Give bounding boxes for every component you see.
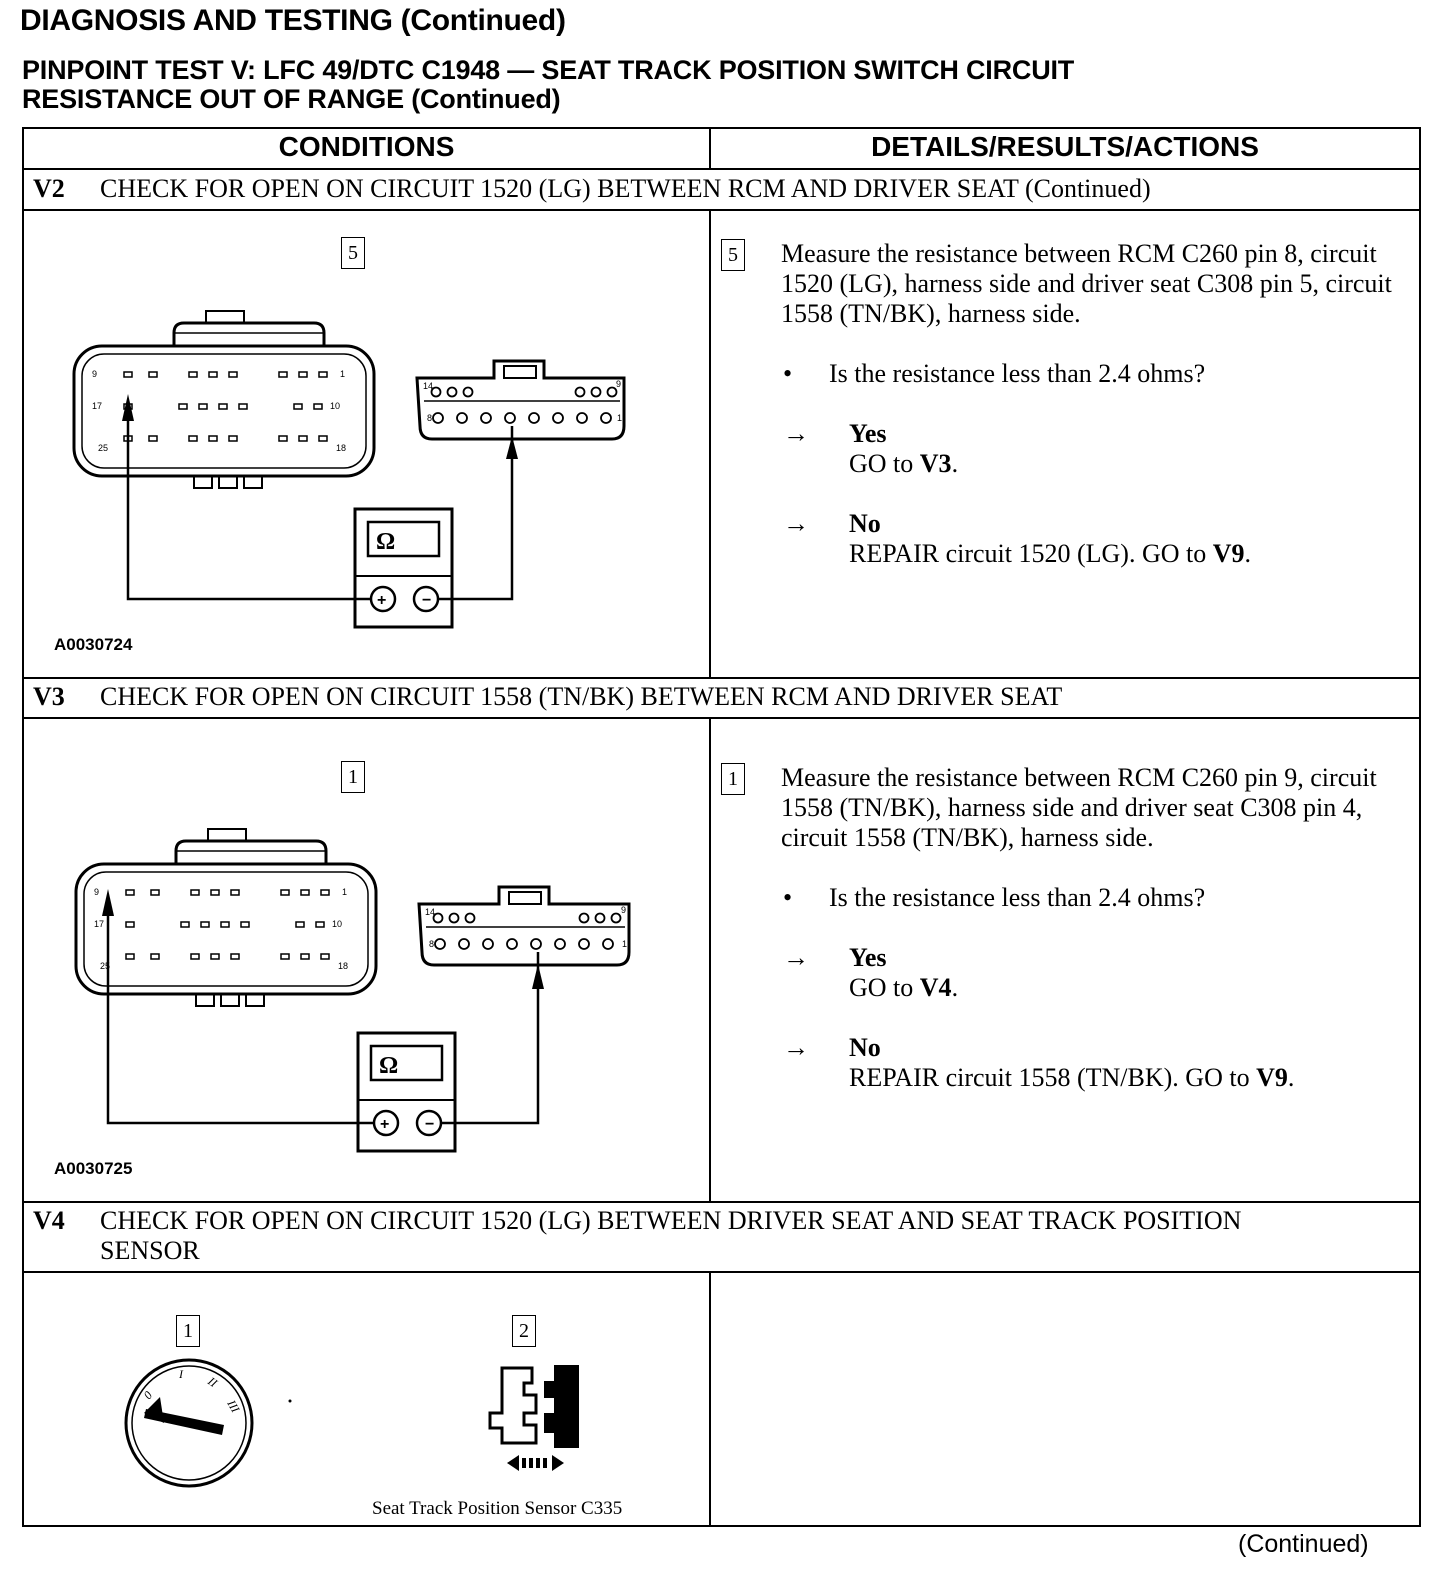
svg-text:9: 9 xyxy=(94,887,100,897)
goto-link[interactable]: V3 xyxy=(919,449,952,478)
arrow-icon: → xyxy=(783,943,809,972)
step-box: 2 xyxy=(512,1315,536,1347)
goto-link[interactable]: V9 xyxy=(1256,1063,1288,1092)
goto-link[interactable]: V9 xyxy=(1212,539,1245,568)
ohmmeter xyxy=(355,509,452,627)
svg-text:0: 0 xyxy=(140,1388,156,1402)
figure-id: A0030724 xyxy=(54,635,133,654)
figure-id: A0030725 xyxy=(54,1159,133,1178)
ohm-symbol: Ω xyxy=(379,1053,399,1079)
svg-text:9: 9 xyxy=(616,379,622,389)
svg-text:9: 9 xyxy=(92,369,98,379)
rcm-connector-outline xyxy=(74,346,374,476)
step-box: 1 xyxy=(176,1315,200,1347)
bullet-icon: • xyxy=(783,359,793,388)
pinpoint-test-title-line1: PINPOINT TEST V: LFC 49/DTC C1948 — SEAT TRACK POSITION SWITCH CIRCUIT xyxy=(22,55,1075,85)
v4-illustrations xyxy=(24,1273,709,1525)
step-v4-figure xyxy=(24,1273,709,1525)
arrow-icon: → xyxy=(783,419,809,448)
step-box: 1 xyxy=(341,761,365,793)
pinpoint-test-title xyxy=(22,56,1074,114)
step-title: CHECK FOR OPEN ON CIRCUIT 1520 (LG) BETWEEN DRIVER SEAT AND SEAT TRACK POSITION SENSOR xyxy=(100,1206,1242,1265)
step-title: CHECK FOR OPEN ON CIRCUIT 1520 (LG) BETWEEN RCM AND DRIVER SEAT (Continued) xyxy=(100,174,1151,203)
svg-text:−: − xyxy=(425,1116,435,1133)
svg-text:1: 1 xyxy=(342,887,348,897)
arrow-icon: → xyxy=(783,509,809,538)
question-text: Is the resistance less than 2.4 ohms? xyxy=(829,359,1206,388)
svg-text:17: 17 xyxy=(92,401,103,411)
step-id: V4 xyxy=(33,1206,65,1235)
page-title: DIAGNOSIS AND TESTING (Continued) xyxy=(20,4,566,37)
sensor-caption: Seat Track Position Sensor C335 xyxy=(372,1498,623,1519)
ohm-symbol: Ω xyxy=(376,529,396,555)
step-box: 1 xyxy=(721,763,745,795)
svg-text:9: 9 xyxy=(621,905,627,915)
column-header-details: DETAILS/RESULTS/ACTIONS xyxy=(871,131,1259,162)
no-action: REPAIR circuit 1520 (LG). GO to V9. xyxy=(849,539,1252,568)
yes-label: Yes xyxy=(849,943,887,972)
svg-text:10: 10 xyxy=(332,919,343,929)
yes-action: GO to V4. xyxy=(849,973,959,1002)
svg-text:1: 1 xyxy=(340,369,346,379)
svg-text:−: − xyxy=(422,592,432,609)
column-header-conditions: CONDITIONS xyxy=(278,131,455,162)
question-text: Is the resistance less than 2.4 ohms? xyxy=(829,883,1206,912)
step-id: V3 xyxy=(33,682,65,711)
svg-text:17: 17 xyxy=(94,919,105,929)
svg-text:II: II xyxy=(205,1373,220,1391)
svg-text:18: 18 xyxy=(338,961,349,971)
continued-label: (Continued) xyxy=(1238,1530,1369,1558)
step-v3-figure xyxy=(24,719,709,1201)
goto-link[interactable]: V4 xyxy=(919,973,952,1002)
wiring-diagram xyxy=(24,719,709,1201)
step-v2-figure xyxy=(24,211,709,677)
no-action: REPAIR circuit 1558 (TN/BK). GO to V9. xyxy=(849,1063,1295,1092)
svg-text:14: 14 xyxy=(423,381,434,391)
pinpoint-test-title-line2: RESISTANCE OUT OF RANGE (Continued) xyxy=(22,84,561,114)
yes-action: GO to V3. xyxy=(849,449,959,478)
ignition-switch-icon xyxy=(126,1360,252,1486)
instruction-text: Measure the resistance between RCM C260 pin 9, circuit 1558 (TN/BK), harness side and driver seat C308 pin 4, circuit 1558 (TN/BK), harness side. xyxy=(781,763,1377,852)
svg-text:I: I xyxy=(179,1367,183,1381)
svg-text:14: 14 xyxy=(425,907,436,917)
step-v2-details xyxy=(711,211,1419,677)
no-label: No xyxy=(849,509,881,538)
svg-text:+: + xyxy=(380,1116,390,1133)
no-label: No xyxy=(849,1033,881,1062)
seat-track-sensor-connector-icon xyxy=(490,1365,579,1471)
svg-text:18: 18 xyxy=(336,443,347,453)
wiring-diagram xyxy=(24,211,709,677)
step-box: 5 xyxy=(721,239,745,271)
c308-connector-outline xyxy=(417,361,624,439)
step-box: 5 xyxy=(341,237,365,269)
svg-text:10: 10 xyxy=(330,401,341,411)
step-id: V2 xyxy=(33,174,65,203)
svg-text:8: 8 xyxy=(429,939,435,949)
step-title: CHECK FOR OPEN ON CIRCUIT 1558 (TN/BK) BETWEEN RCM AND DRIVER SEAT xyxy=(100,682,1063,711)
svg-text:1: 1 xyxy=(622,939,628,949)
svg-text:+: + xyxy=(377,592,387,609)
step-v3-details xyxy=(711,719,1419,1201)
svg-text:25: 25 xyxy=(100,961,111,971)
svg-text:8: 8 xyxy=(427,413,433,423)
yes-label: Yes xyxy=(849,419,887,448)
bullet-icon: • xyxy=(783,883,793,912)
arrow-icon: → xyxy=(783,1033,809,1062)
svg-text:1: 1 xyxy=(617,413,623,423)
svg-text:25: 25 xyxy=(98,443,109,453)
instruction-text: Measure the resistance between RCM C260 pin 8, circuit 1520 (LG), harness side and driver seat C308 pin 5, circuit 1558 (TN/BK), harness side. xyxy=(781,239,1392,328)
svg-text:III: III xyxy=(224,1397,243,1415)
